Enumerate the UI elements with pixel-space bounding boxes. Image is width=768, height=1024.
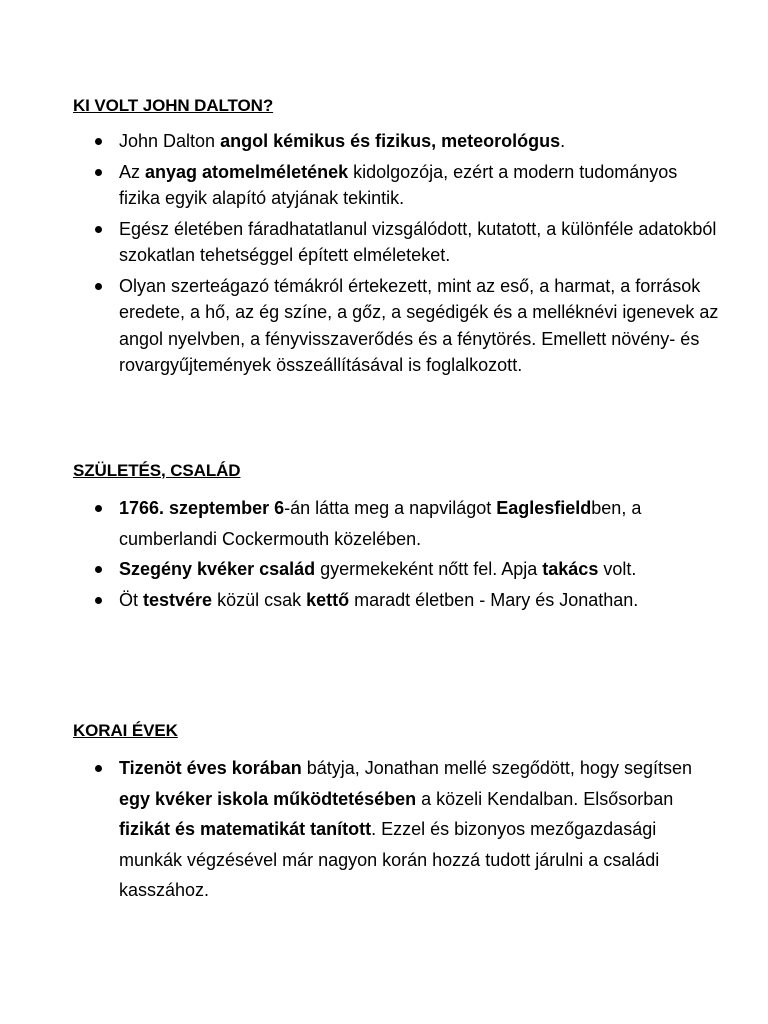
bold-text-run: kettő — [306, 589, 350, 610]
bullet-list — [73, 493, 723, 615]
text-run: ben, a cumberlandi Cockermouth közelében. — [119, 498, 642, 549]
bold-text-run: 1766. szeptember 6 — [119, 498, 285, 518]
bullet-icon — [95, 505, 102, 512]
list-item — [73, 753, 723, 906]
list-item-text — [119, 559, 636, 579]
bold-text-run: angol kémikus és fizikus, meteorológus — [220, 131, 561, 151]
bullet-icon — [95, 169, 102, 176]
text-run: volt. — [598, 559, 637, 579]
list-item-text — [119, 162, 677, 209]
text-run: . — [560, 131, 566, 151]
bold-text-run: takács — [542, 559, 599, 579]
list-item — [73, 216, 723, 269]
text-run: Egész életében fáradhatatlanul vizsgálódott, kutatott, a különféle adatokból szokatlan tehetséggel épített elméleteket. — [119, 218, 717, 265]
text-run: gyermekeként nőtt fel. Apja — [315, 559, 543, 579]
section-early-years — [73, 720, 723, 906]
section-heading: KI VOLT JOHN DALTON? — [73, 96, 274, 115]
text-run: Az — [119, 161, 146, 182]
text-run: Öt — [119, 589, 144, 610]
bullet-icon — [95, 283, 102, 290]
text-run: maradt életben - Mary és Jonathan. — [349, 589, 639, 610]
bold-text-run: egy kvéker iskola működtetésében — [119, 788, 417, 809]
list-item — [73, 159, 723, 212]
bold-text-run: Eaglesfield — [496, 498, 592, 518]
bullet-icon — [95, 566, 102, 573]
section-birth-family — [73, 460, 723, 615]
list-item-text — [119, 131, 565, 151]
bold-text-run: Tizenöt éves korában — [119, 758, 302, 778]
bullet-list — [73, 753, 723, 906]
bullet-list — [73, 128, 723, 379]
bold-text-run: fizikát és matematikát tanított — [119, 819, 372, 839]
section-heading: KORAI ÉVEK — [73, 721, 178, 740]
list-item — [73, 585, 723, 616]
text-run: Olyan szerteágazó témákról értekezett, mint az eső, a harmat, a források eredete, a hő, az ég színe, a gőz, a segédigék és a melléknévi igenevek az angol nyelvben, a fényvisszaverődés és a fénytörés. Emellett növény- és rovargyűjtemények összeállításával is foglalkozott. — [119, 275, 719, 375]
bullet-icon — [95, 226, 102, 233]
bold-text-run: anyag atomelméletének — [145, 161, 349, 182]
list-item — [73, 554, 723, 585]
list-item-text — [119, 219, 716, 266]
bullet-icon — [95, 597, 102, 604]
bold-text-run: Szegény kvéker család — [119, 559, 316, 579]
list-item-text — [119, 758, 692, 900]
list-item-text — [119, 590, 638, 610]
list-item — [73, 493, 723, 554]
text-run: közül csak — [212, 589, 307, 610]
text-run: -án látta meg a napvilágot — [284, 498, 497, 518]
section-who-was-dalton — [73, 95, 723, 379]
text-run: a közeli Kendalban. Elsősorban — [416, 788, 674, 809]
text-run: . Ezzel és bizonyos mezőgazdasági munkák végzésével már nagyon korán hozzá tudott járulni a családi kasszához. — [119, 819, 660, 900]
list-item-text — [119, 498, 641, 549]
list-item — [73, 128, 723, 155]
list-item-text — [119, 276, 718, 376]
bullet-icon — [95, 765, 102, 772]
text-run: kidolgozója, ezért a modern tudományos fizika egyik alapító atyjának tekintik. — [119, 161, 678, 208]
list-item — [73, 273, 723, 379]
text-run: bátyja, Jonathan mellé szegődött, hogy segítsen — [301, 758, 692, 778]
bold-text-run: testvére — [143, 589, 213, 610]
text-run: John Dalton — [119, 131, 221, 151]
bullet-icon — [95, 138, 102, 145]
section-heading: SZÜLETÉS, CSALÁD — [73, 461, 241, 480]
